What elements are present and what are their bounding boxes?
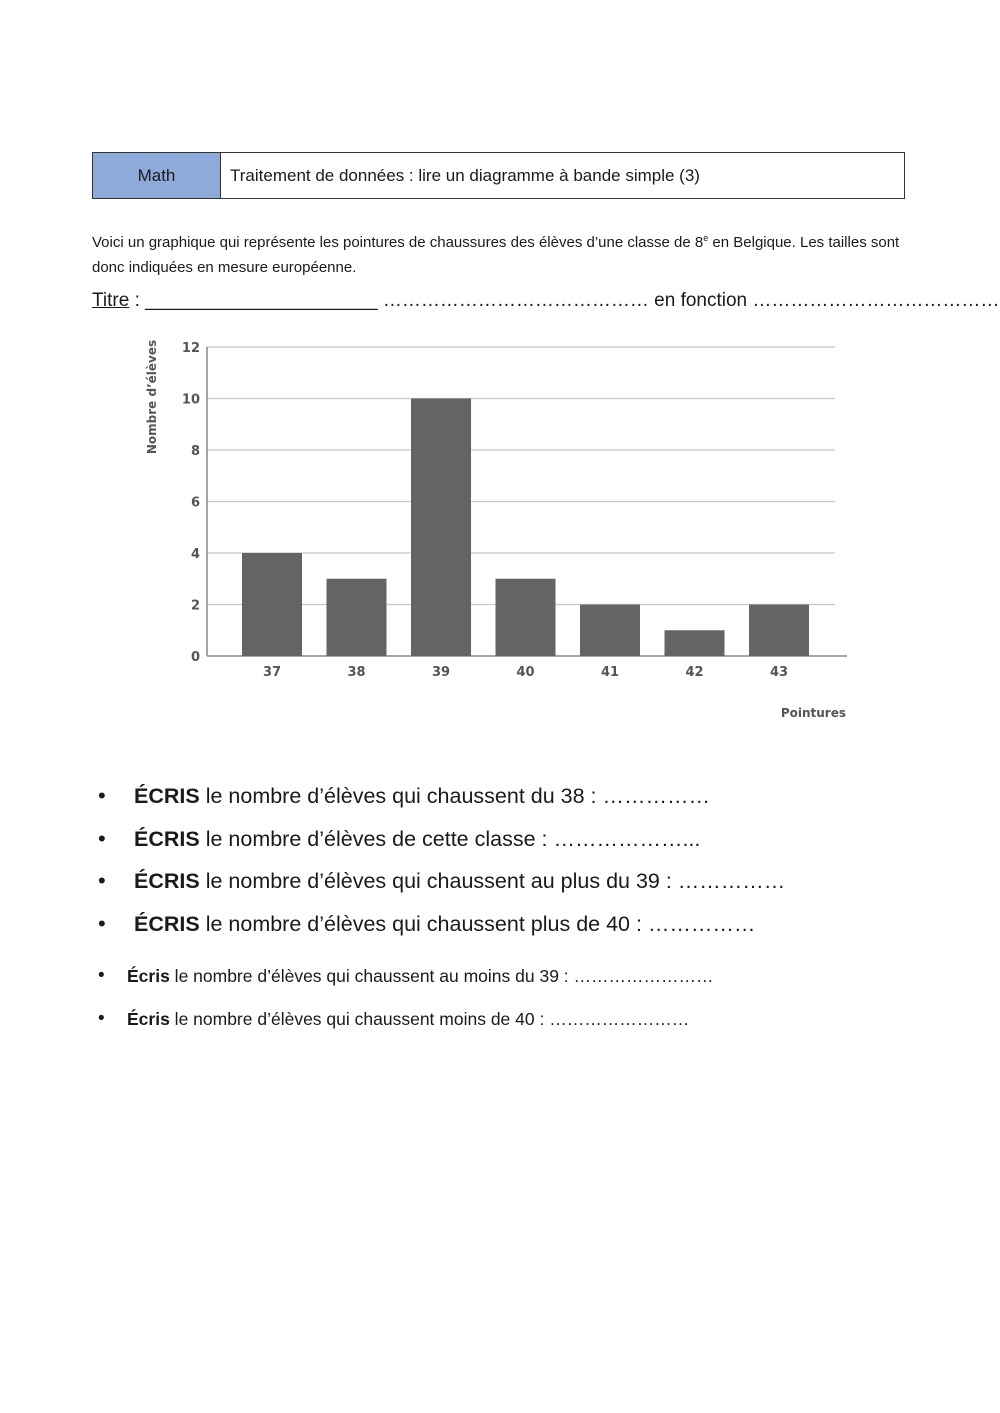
bar-chart [140,335,860,725]
bar [327,579,387,656]
title-label: Titre [92,290,130,311]
y-tick-label: 8 [190,444,200,459]
question-item [98,962,958,1005]
y-axis-label: Nombre d’élèves [145,339,159,455]
bar [411,399,471,657]
bold-question-list [98,779,958,949]
y-tick-label: 12 [181,341,200,356]
question-text: le nombre d’élèves qui chaussent du 38 : …………… [199,784,710,808]
y-tick-label: 4 [190,547,200,562]
x-tick-label: 42 [685,665,704,680]
x-tick-label: 39 [431,665,451,680]
title-blanks: : ______________________ …………………………………… en fonction ………………………………… [129,290,1000,311]
topic-cell: Traitement de données : lire un diagramme à bande simple (3) [230,165,700,185]
question-verb: Écris [127,966,170,986]
intro-paragraph [92,226,902,280]
question-verb: ÉCRIS [134,826,200,851]
question-text: le nombre d’élèves qui chaussent au plus du 39 : …………… [199,869,786,893]
y-tick-label: 10 [181,392,200,408]
question-verb: ÉCRIS [134,869,200,893]
question-item [98,1005,958,1048]
y-tick-label: 2 [190,598,200,614]
intro-text-end: en Belgique. Les tailles sont donc indiquées en mesure européenne. [92,234,900,276]
y-tick-label: 6 [190,495,200,511]
bar [496,579,556,656]
question-verb: Écris [127,1009,170,1029]
bar [242,553,302,656]
x-axis-label: Pointures [780,706,846,720]
question-text: le nombre d’élèves qui chaussent au moins du 39 : …………………… [169,966,714,986]
bar [580,605,640,657]
x-tick-label: 38 [347,665,366,680]
small-question-list [98,962,958,1048]
question-verb: ÉCRIS [134,784,200,808]
x-tick-label: 43 [769,665,789,680]
intro-text: Voici un graphique qui représente les pointures de chaussures des élèves d’une classe de 8 [92,234,704,251]
question-item [98,822,958,865]
intro-superscript: e [703,233,709,243]
bar [749,605,809,657]
subject-cell: Math [93,153,221,198]
header-table [92,152,905,199]
question-item [98,779,958,822]
question-text: le nombre d’élèves de cette classe : ………………... [199,826,701,851]
title-line [92,290,1000,312]
bar [665,630,725,656]
question-item [98,864,958,907]
x-tick-label: 37 [262,665,282,680]
question-item [98,907,958,950]
x-tick-label: 40 [516,665,535,680]
question-verb: ÉCRIS [134,911,200,936]
question-text: le nombre d’élèves qui chaussent plus de 40 : …………… [199,911,756,936]
y-tick-label: 0 [190,650,200,665]
x-tick-label: 41 [600,665,620,680]
question-text: le nombre d’élèves qui chaussent moins de 40 : …………………… [169,1009,690,1029]
